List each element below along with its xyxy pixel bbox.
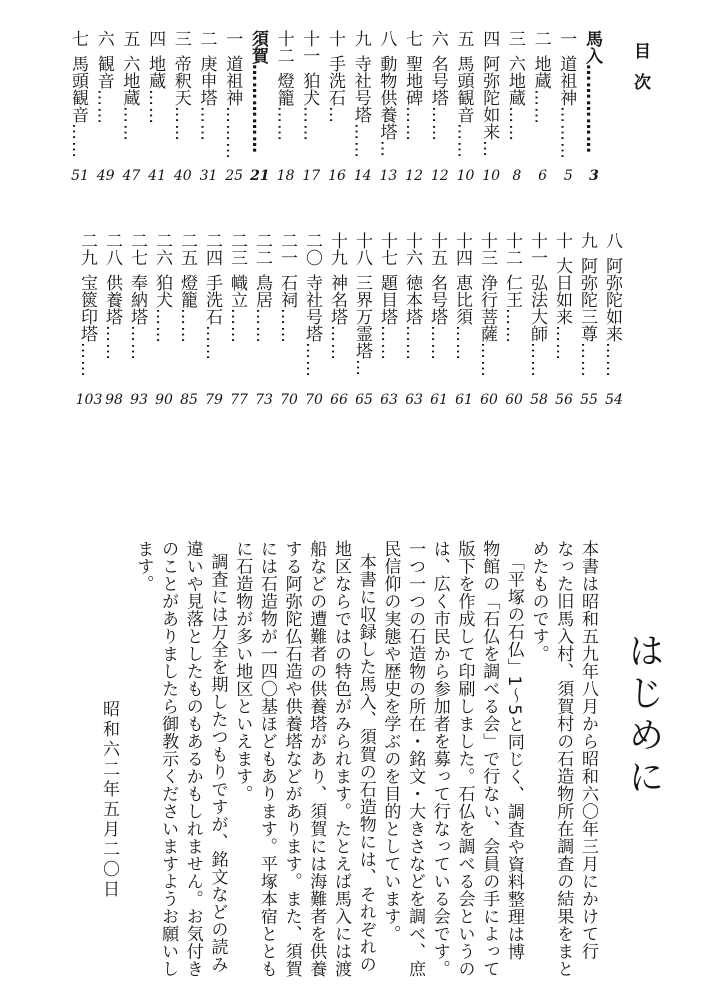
toc-entry-title: 鳥居	[252, 274, 272, 308]
toc-entry	[66, 30, 90, 188]
toc-entry-title: 手洗石	[325, 55, 345, 106]
preface-line: のことがありましたら御教示くださいますようお願いし	[158, 540, 179, 978]
toc-page-number: 5	[563, 168, 573, 184]
toc-page-number: 10	[456, 168, 475, 184]
toc-leader-dots: ……	[452, 325, 472, 361]
toc-entry-number: 二二	[252, 232, 272, 266]
toc-entry-title: 動物供養塔	[376, 55, 397, 140]
preface-line: 物館の「石仏を調べる会」で行ない、会員の手によって	[479, 540, 500, 978]
toc-entry	[117, 30, 141, 188]
toc-entry-title: 阿弥陀如来	[602, 257, 622, 342]
toc-entry-title: 浄行菩薩	[477, 274, 497, 342]
toc-entry-number: 二五	[177, 232, 197, 266]
toc-leader-dots: ……………	[582, 64, 602, 154]
toc-page-number: 54	[605, 392, 623, 408]
toc-entry-title: 題目塔	[377, 274, 397, 325]
preface-line: に石造物が多い地区といえます。	[232, 540, 253, 803]
toc-page-number: 55	[580, 392, 598, 408]
toc-leader-dots: ……	[145, 89, 166, 125]
toc-entry	[425, 232, 449, 412]
toc-entry-number: 一	[556, 30, 577, 47]
toc-leader-dots: ……	[77, 342, 97, 378]
toc-entry-title: 聖地碑	[402, 55, 423, 106]
toc-page-number: 12	[405, 168, 423, 184]
toc-entry-title: 名号塔	[427, 274, 447, 325]
toc-entry-number: 二八	[102, 232, 122, 266]
toc-entry	[525, 232, 549, 412]
preface-line: 民信仰の実態や歴史を学ぶのを目的としています。	[380, 540, 401, 943]
toc-leader-dots: ……	[170, 106, 191, 142]
toc-page-number: 41	[148, 168, 166, 184]
toc-entry-title: 神名塔	[327, 274, 347, 325]
preface-line: する阿弥陀仏石造や供養塔などがあります。また、須賀	[281, 540, 302, 978]
toc-entry-title: 手洗石	[202, 274, 222, 325]
toc-entry-title: 仁王	[502, 274, 522, 308]
toc-entry	[450, 232, 474, 412]
toc-entry	[143, 30, 167, 188]
preface-line: めたものです。	[528, 540, 549, 663]
toc-entry	[175, 232, 199, 412]
toc-page-number: 49	[96, 168, 115, 184]
toc-entry-number: 五	[453, 30, 474, 47]
toc-entry-number: 八	[376, 30, 397, 47]
toc-entry	[600, 232, 624, 412]
toc-entry-title: 燈籠	[177, 274, 197, 308]
toc-entry-number: 十一	[299, 30, 320, 64]
toc-entry	[503, 30, 527, 188]
toc-entry-number: 二七	[127, 232, 147, 266]
toc-entry-title: 幟立	[227, 274, 247, 308]
toc-page-number: 18	[276, 168, 295, 184]
toc-entry-title: 名号塔	[427, 55, 448, 106]
toc-entry-number: 四	[145, 30, 166, 47]
toc-entry-title: 六地蔵	[504, 55, 525, 106]
preface-title: はじめに	[623, 632, 664, 800]
toc-leader-dots: ……	[152, 308, 172, 344]
toc-entry-number: 一	[222, 30, 243, 47]
toc-entry-title: 阿弥陀如来	[479, 55, 500, 140]
toc-leader-dots: ……	[119, 106, 140, 142]
toc-leader-dots: ……	[602, 342, 622, 378]
toc-entry	[195, 30, 219, 188]
toc-leader-dots: ……	[504, 106, 525, 142]
toc-entry-title: 馬頭観音	[453, 55, 474, 123]
toc-entry	[125, 232, 149, 412]
toc-leader-dots: ……	[127, 325, 147, 361]
toc-entry	[323, 30, 347, 188]
toc-entry	[349, 30, 373, 188]
toc-entry-title: 庚申塔	[196, 55, 217, 106]
toc-entry-number: 五	[119, 30, 140, 47]
toc-leader-dots: ……	[427, 106, 448, 142]
toc-leader-dots: ………	[556, 106, 577, 160]
toc-entry-title: 道祖神	[222, 55, 243, 106]
toc-page-number: 13	[379, 168, 398, 184]
toc-entry	[200, 232, 224, 412]
toc-leader-dots: ……	[277, 308, 297, 344]
preface-line: には石造物が一四〇基ほどもあります。平塚本宿ととも	[256, 540, 277, 978]
toc-leader-dots: ……	[252, 308, 272, 344]
toc-page-number: 3	[589, 168, 599, 184]
toc-entry-number: 十	[325, 30, 345, 47]
toc-page-number: 60	[505, 392, 523, 408]
toc-page-number: 6	[538, 168, 548, 184]
toc-entry-title: 徳本塔	[402, 274, 422, 325]
toc-entry	[477, 30, 501, 188]
toc-leader-dots: ……	[102, 325, 122, 361]
toc-page-number: 73	[255, 392, 273, 408]
toc-leader-dots: ……	[427, 325, 447, 361]
toc-entry-number: 十六	[402, 232, 422, 266]
toc-page-number: 51	[71, 168, 89, 184]
toc-entry-title: 大日如来	[552, 257, 572, 325]
toc-entry	[250, 232, 274, 412]
toc-entry-number: 四	[479, 30, 500, 47]
toc-entry-number: 六	[427, 30, 448, 47]
toc-leader-dots: ……	[302, 342, 322, 378]
toc-entry	[400, 30, 424, 188]
toc-leader-dots: ……	[196, 106, 217, 142]
toc-title: 目次	[630, 42, 650, 104]
preface-line: 地区ならではの特色がみられます。たとえば馬入には渡	[331, 540, 351, 978]
toc-entry	[554, 30, 578, 188]
toc-page-number: 70	[280, 392, 298, 408]
toc-page-number: 63	[405, 392, 423, 408]
toc-entry	[500, 232, 524, 412]
toc-entry	[75, 232, 103, 412]
toc-page-number: 14	[353, 168, 372, 184]
toc-entry-number: 二四	[202, 232, 222, 266]
toc-page-number: 16	[328, 168, 346, 184]
toc-page-number: 66	[330, 392, 348, 408]
toc-entry-title: 三界万霊塔	[352, 274, 372, 359]
toc-leader-dots: ……	[273, 106, 294, 142]
toc-entry	[550, 232, 574, 412]
toc-entry-number: 二	[530, 30, 551, 47]
toc-entry-title: 地蔵	[530, 55, 551, 89]
toc-entry	[150, 232, 174, 412]
toc-entry-number: 十一	[527, 232, 547, 266]
toc-entry-number: 九	[350, 30, 371, 47]
toc-page-number: 25	[225, 168, 244, 184]
toc-page-number: 61	[455, 392, 473, 408]
toc-page-number: 10	[482, 168, 501, 184]
toc-leader-dots: ……	[299, 106, 320, 142]
toc-entry-title: 奉納塔	[127, 274, 147, 325]
preface-line: 「平塚の石仏」1～5と同じく、調査や資料整理は博	[503, 553, 524, 961]
preface-date: 昭和六二年五月二〇日	[99, 700, 119, 900]
toc-page-number: 12	[430, 168, 449, 184]
toc-leader-dots: ………	[222, 106, 243, 160]
toc-page-number: 58	[530, 392, 548, 408]
toc-section-heading	[246, 30, 270, 188]
toc-page-number: 90	[155, 392, 173, 408]
toc-entry-title: 恵比須	[452, 274, 472, 325]
toc-entry	[169, 30, 193, 188]
toc-leader-dots: ……	[453, 123, 474, 159]
toc-entry	[400, 232, 424, 412]
toc-entry	[92, 30, 116, 188]
toc-entry-number: 十九	[327, 232, 347, 266]
toc-page-number: 8	[512, 168, 522, 184]
preface-line: 調査には万全を期したつもりですが、銘文などの読み	[207, 553, 228, 973]
toc-page-number: 85	[180, 392, 198, 408]
toc-entry	[375, 232, 399, 412]
toc-leader-dots: …	[352, 359, 372, 377]
toc-entry	[100, 232, 124, 412]
toc-entry-title: 帝釈天	[170, 55, 191, 106]
toc-entry-title: 道祖神	[556, 55, 577, 106]
toc-leader-dots: ……	[93, 89, 114, 125]
toc-page-number: 61	[430, 392, 448, 408]
toc-leader-dots: ……	[68, 123, 88, 159]
toc-leader-dots: ……	[377, 325, 397, 361]
toc-entry-number: 十	[552, 232, 572, 249]
toc-entry-title: 馬入	[582, 30, 602, 64]
toc-entry-title: 六地蔵	[119, 55, 140, 106]
toc-entry-number: 八	[602, 232, 622, 249]
toc-leader-dots: ……	[502, 308, 522, 344]
toc-page-number: 21	[250, 168, 270, 184]
toc-entry-title: 阿弥陀三尊	[577, 257, 597, 342]
preface-line: なった旧馬入村、須賀村の石造物所在調査の結果をまと	[553, 540, 574, 978]
toc-entry	[374, 30, 398, 188]
toc-entry-number: 二三	[227, 232, 247, 266]
toc-page-number: 31	[199, 168, 218, 184]
preface-line: 違いや見落としたものもあるかもしれません。お気付き	[182, 540, 203, 978]
toc-entry	[272, 30, 296, 188]
toc-leader-dots: …	[325, 106, 345, 124]
toc-page-number: 56	[555, 392, 573, 408]
toc-entry-number: 七	[68, 30, 88, 47]
toc-entry-number: 十二	[273, 30, 294, 64]
toc-entry	[529, 30, 553, 188]
toc-entry-title: 狛犬	[152, 274, 172, 308]
toc-entry	[225, 232, 249, 412]
preface-line: 版下を作成して印刷しました。石仏を調べる会というの	[454, 540, 475, 978]
preface-line: 一つ一つの石造物の所在・銘文・大きさなどを調べ、庶	[405, 540, 426, 978]
toc-section-heading	[580, 30, 604, 188]
toc-page-number: 79	[205, 392, 223, 408]
toc-page-number: 40	[173, 168, 192, 184]
toc-leader-dots: ……	[350, 123, 371, 159]
toc-entry	[297, 30, 321, 188]
toc-entry-title: 弘法大師	[527, 274, 547, 342]
toc-leader-dots: ……	[527, 342, 547, 378]
toc-leader-dots: ……	[177, 308, 197, 344]
toc-entry	[220, 30, 244, 188]
toc-page-number: 60	[480, 392, 498, 408]
toc-leader-dots: ……	[577, 342, 597, 378]
toc-entry-title: 宝篋印塔	[77, 274, 97, 342]
toc-entry-number: 十四	[452, 232, 472, 266]
toc-entry-title: 燈籠	[273, 72, 294, 106]
toc-entry-number: 十五	[427, 232, 447, 266]
toc-leader-dots: ……………	[247, 64, 268, 154]
toc-entry-number: 二六	[152, 232, 172, 266]
toc-entry-title: 観音	[93, 55, 114, 89]
preface-line: ます。	[133, 540, 154, 593]
toc-page-number: 77	[230, 392, 248, 408]
preface-line: 本書は昭和五九年八月から昭和六〇年三月にかけて行	[578, 540, 598, 960]
toc-entry-title: 寺社号塔	[302, 274, 322, 342]
preface-line: 本書に収録した馬入、須賀の石造物には、それぞれの	[355, 553, 376, 973]
toc-leader-dots: ……	[552, 325, 572, 361]
preface-line: 船などの遭難者の供養塔があり、須賀には海難者を供養	[306, 540, 327, 978]
toc-entry-title: 狛犬	[299, 72, 320, 106]
toc-page-number: 93	[130, 392, 148, 408]
toc-page-number: 65	[355, 392, 373, 408]
toc-entry-title: 馬頭観音	[68, 55, 88, 123]
toc-leader-dots: ……	[402, 106, 423, 142]
toc-entry	[475, 232, 499, 412]
toc-entry	[426, 30, 450, 188]
toc-leader-dots: ……	[530, 89, 551, 125]
toc-entry	[575, 232, 599, 412]
toc-entry-title: 須賀	[247, 30, 268, 64]
toc-entry-title: 地蔵	[145, 55, 166, 89]
toc-entry-number: 三	[504, 30, 525, 47]
toc-entry-number: 十三	[477, 232, 497, 266]
toc-entry-title: 石祠	[277, 274, 297, 308]
toc-leader-dots: …	[376, 140, 397, 158]
toc-page-number: 103	[75, 392, 103, 408]
toc-entry-number: 十七	[377, 232, 397, 266]
toc-page-number: 47	[122, 168, 141, 184]
toc-entry-number: 二一	[277, 232, 297, 266]
toc-leader-dots: ……	[227, 308, 247, 344]
toc-leader-dots: ……	[477, 342, 497, 378]
toc-page-number: 63	[380, 392, 398, 408]
toc-entry-number: 七	[402, 30, 423, 47]
toc-entry	[452, 30, 476, 188]
toc-page-number: 17	[302, 168, 321, 184]
toc-entry-number: 二〇	[302, 232, 322, 266]
toc-page-number: 98	[105, 392, 123, 408]
toc-entry-number: 十二	[502, 232, 522, 266]
preface-line: は、広く市民から参加者を募って行なっている会です。	[429, 540, 450, 978]
toc-entry-number: 三	[170, 30, 191, 47]
toc-leader-dots: ……	[402, 325, 422, 361]
toc-entry-title: 寺社号塔	[350, 55, 371, 123]
toc-entry-number: 十八	[352, 232, 372, 266]
toc-entry	[275, 232, 299, 412]
toc-leader-dots: ……	[202, 325, 222, 361]
toc-entry-number: 九	[577, 232, 597, 249]
toc-page-number: 70	[305, 392, 323, 408]
toc-entry	[325, 232, 349, 412]
toc-entry	[350, 232, 374, 412]
toc-leader-dots: ……	[327, 325, 347, 361]
toc-entry	[300, 232, 324, 412]
toc-entry-number: 二	[196, 30, 217, 47]
toc-entry-title: 供養塔	[102, 274, 122, 325]
toc-entry-number: 六	[93, 30, 114, 47]
toc-entry-number: 二九	[77, 232, 97, 266]
toc-leader-dots: …	[479, 140, 500, 158]
